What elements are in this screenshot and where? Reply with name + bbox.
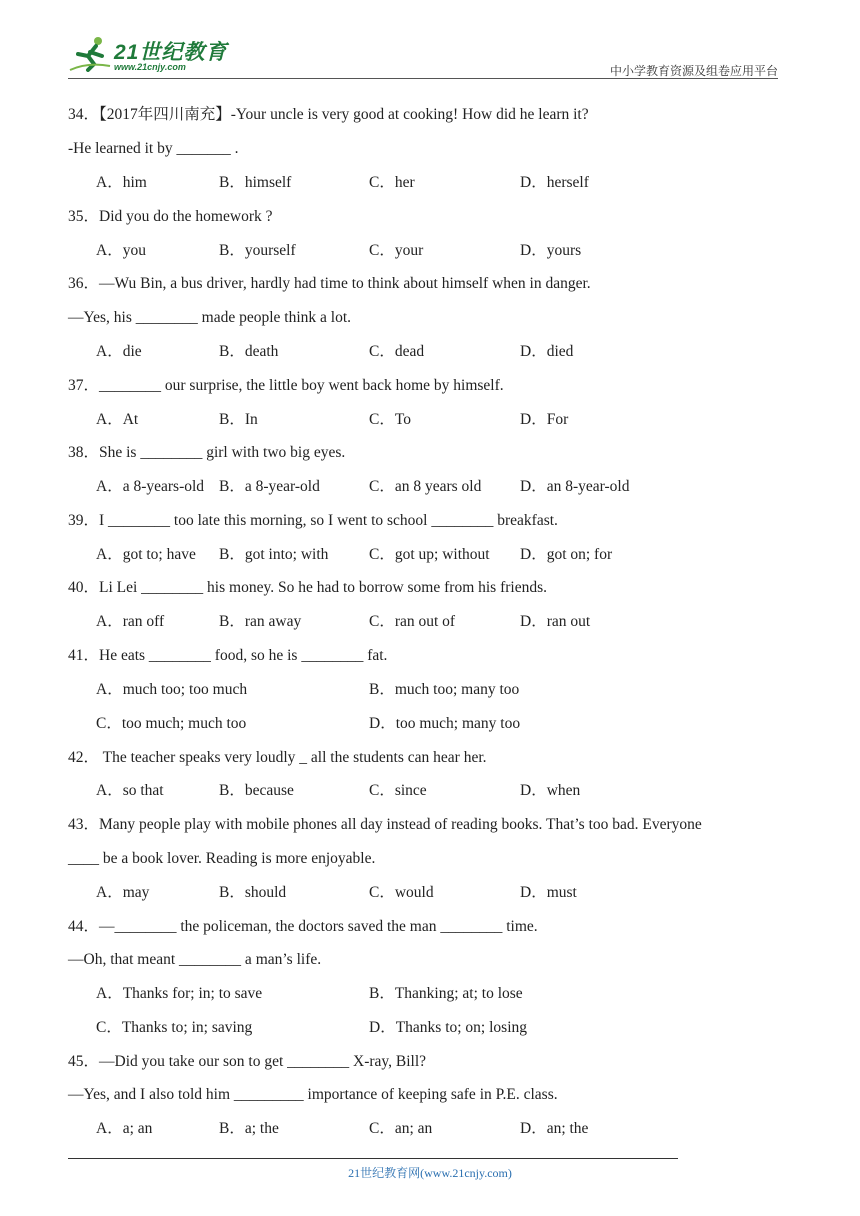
option-a: A．a 8-years-old	[96, 478, 205, 495]
option-b: B．himself	[219, 174, 292, 191]
question-stem: —Oh, that meant ________ a man’s life.	[68, 951, 322, 968]
logo-text: 21世纪教育	[114, 41, 228, 64]
option-d: D．ran out	[520, 613, 591, 630]
question-stem: 38．She is ________ girl with two big eyes.	[68, 444, 346, 461]
option-a: A．may	[96, 884, 150, 901]
question-stem: 34．【2017年四川南充】-Your uncle is very good at cooking! How did he learn it?	[68, 106, 589, 123]
logo	[68, 36, 238, 76]
option-b: B．Thanking; at; to lose	[369, 985, 523, 1002]
question-stem: 40．Li Lei ________ his money. So he had to borrow some from his friends.	[68, 579, 548, 596]
option-c: C．To	[369, 411, 411, 428]
option-d: D．an; the	[520, 1120, 589, 1137]
option-a: A．ran off	[96, 613, 165, 630]
question-stem: 39．I ________ too late this morning, so I went to school ________ breakfast.	[68, 512, 558, 529]
option-a: A．much too; too much	[96, 681, 248, 698]
option-a: A．got to; have	[96, 546, 196, 563]
question-stem: 43．Many people play with mobile phones all day instead of reading books. That’s too bad. Everyone	[68, 816, 702, 833]
option-b: B．got into; with	[219, 546, 329, 563]
option-b: B．because	[219, 782, 294, 799]
option-a: A．you	[96, 242, 146, 259]
option-c: C．ran out of	[369, 613, 456, 630]
option-a: A．Thanks for; in; to save	[96, 985, 263, 1002]
runner-icon	[68, 36, 112, 72]
question-stem: —Yes, and I also told him _________ importance of keeping safe in P.E. class.	[68, 1086, 558, 1103]
option-a: A．a; an	[96, 1120, 153, 1137]
option-c: C．an; an	[369, 1120, 433, 1137]
option-d: D．must	[520, 884, 577, 901]
question-stem: -He learned it by _______ .	[68, 140, 239, 157]
option-c: C．her	[369, 174, 415, 191]
option-c: C．dead	[369, 343, 425, 360]
logo-url: www.21cnjy.com	[114, 62, 186, 72]
header-divider	[68, 78, 778, 79]
option-a: A．so that	[96, 782, 164, 799]
question-stem: 36．—Wu Bin, a bus driver, hardly had time to think about himself when in danger.	[68, 275, 591, 292]
option-d: D．For	[520, 411, 569, 428]
option-b: B．In	[219, 411, 258, 428]
option-c: C．too much; much too	[96, 715, 247, 732]
option-c: C．Thanks to; in; saving	[96, 1019, 253, 1036]
option-a: A．die	[96, 343, 142, 360]
option-c: C．got up; without	[369, 546, 490, 563]
option-b: B．should	[219, 884, 287, 901]
option-a: A．him	[96, 174, 147, 191]
option-d: D．when	[520, 782, 581, 799]
platform-label: 中小学教育资源及组卷应用平台	[609, 64, 778, 78]
question-stem: 45．—Did you take our son to get ________ X-ray, Bill?	[68, 1053, 427, 1070]
option-d: D．too much; many too	[369, 715, 521, 732]
option-a: A．At	[96, 411, 139, 428]
option-b: B．a 8-year-old	[219, 478, 320, 495]
option-d: D．yours	[520, 242, 582, 259]
option-d: D．got on; for	[520, 546, 613, 563]
option-d: D．died	[520, 343, 574, 360]
page-header	[68, 30, 778, 80]
option-c: C．your	[369, 242, 424, 259]
option-b: B．much too; many too	[369, 681, 520, 698]
question-stem: 44．—________ the policeman, the doctors saved the man ________ time.	[68, 918, 538, 935]
option-b: B．death	[219, 343, 279, 360]
question-stem: 42． The teacher speaks very loudly _ all the students can hear her.	[68, 749, 487, 766]
question-stem: 37．________ our surprise, the little boy went back home by himself.	[68, 377, 504, 394]
option-c: C．an 8 years old	[369, 478, 482, 495]
option-c: C．would	[369, 884, 434, 901]
question-stem: 35．Did you do the homework ?	[68, 208, 273, 225]
footer-link[interactable]: 21世纪教育网(www.21cnjy.com)	[348, 1166, 512, 1180]
question-stem: ____ be a book lover. Reading is more enjoyable.	[68, 850, 376, 867]
question-stem: —Yes, his ________ made people think a lot.	[68, 309, 352, 326]
option-d: D．herself	[520, 174, 589, 191]
question-stem: 41．He eats ________ food, so he is ________ fat.	[68, 647, 388, 664]
option-b: B．ran away	[219, 613, 302, 630]
option-b: B．yourself	[219, 242, 296, 259]
footer-divider	[68, 1158, 678, 1159]
option-c: C．since	[369, 782, 427, 799]
option-b: B．a; the	[219, 1120, 279, 1137]
option-d: D．an 8-year-old	[520, 478, 630, 495]
option-d: D．Thanks to; on; losing	[369, 1019, 528, 1036]
